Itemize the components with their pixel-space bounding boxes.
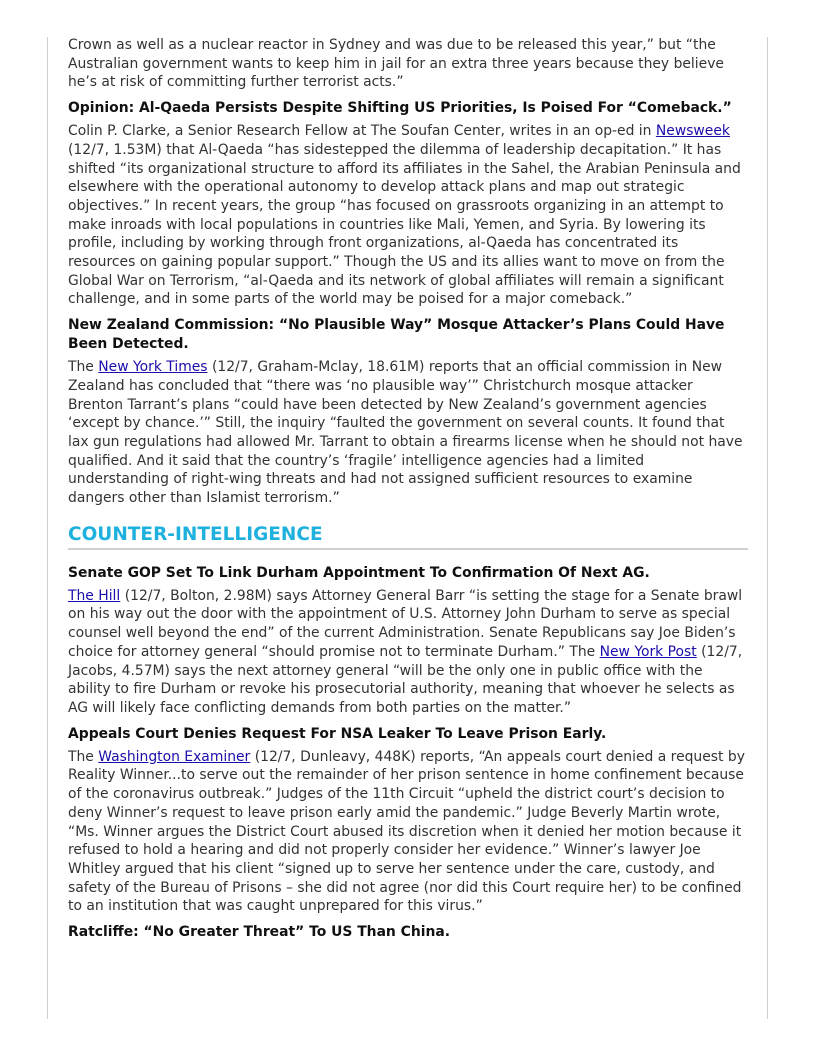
article-body: Colin P. Clarke, a Senior Research Fellow at The Soufan Center, writes in an op-ed in Newsweek (12/7, 1.53M) that Al-Qaeda “has sidestepped the dilemma of leadership decapitation.” It has shifted “its organizational structure to afford its affiliates in the Sahel, the Arabian Peninsula and elsewhere with the operational autonomy to develop attack plans and map out strategic objectives.” In recent years, the group “has focused on grassroots organizing in an attempt to make inroads with local populations in countries like Mali, Yemen, and Syria. By lowering its profile, including by working through front organizations, al-Qaeda has concentrated its resources on gaining popular support.” Though the US and its allies want to move on from the Global War on Terrorism, “al-Qaeda and its network of global affiliates will remain a significant challenge, and in some parts of the world may be poised for a major comeback.” [68, 123, 741, 308]
article-headline: Appeals Court Denies Request For NSA Leaker To Leave Prison Early. [68, 725, 607, 742]
source-link-newsweek[interactable]: Newsweek [655, 123, 730, 140]
source-link-the-hill[interactable]: The Hill [68, 587, 121, 604]
article-durham-appointment [68, 564, 748, 718]
source-link-new-york-post[interactable]: New York Post [599, 643, 697, 660]
article-body: The New York Times (12/7, Graham-Mclay, 18.61M) reports that an official commission in New Zealand has concluded that “there was ‘no plausible way’” Christchurch mosque attacker Brenton Tarrant’s plans “could have been detected by New Zealand’s government agencies ‘except by chance.’” Still, the inquiry “faulted the government on several counts. It found that lax gun regulations had allowed Mr. Tarrant to obtain a firearms license when he should not have qualified. And it said that the country’s ‘fragile’ intelligence agencies had a limited understanding of right-wing threats and had not assigned sufficient resources to examine dangers other than Islamist terrorism.” [68, 359, 743, 507]
article-continued-text: Crown as well as a nuclear reactor in Sydney and was due to be released this year,” but “the Australian government wants to keep him in jail for an extra three years because they believe he’s at risk of committing further terrorist acts.” [68, 37, 724, 91]
right-margin-rule [767, 37, 768, 1019]
article-new-zealand-commission [68, 316, 748, 508]
article-headline: Senate GOP Set To Link Durham Appointment To Confirmation Of Next AG. [68, 564, 650, 581]
section-header-counter-intelligence [68, 523, 748, 550]
left-margin-rule [47, 37, 48, 1019]
article-headline: Opinion: Al-Qaeda Persists Despite Shifting US Priorities, Is Poised For “Comeback.” [68, 100, 732, 117]
article-al-qaeda [68, 99, 748, 309]
article-body: The Washington Examiner (12/7, Dunleavy, 448K) reports, “An appeals court denied a request by Reality Winner...to serve out the remainder of her prison sentence in home confinement because of the coronavirus outbreak.” Judges of the 11th Circuit “upheld the district court’s decision to deny Winner’s request to leave prison early amid the pandemic.” Judge Beverly Martin wrote, “Ms. Winner argues the District Court abused its discretion when it denied her motion because it refused to hold a hearing and did not properly consider her evidence.” Winner’s lawyer Joe Whitley argued that his client “signed up to serve her sentence under the care, custody, and safety of the Bureau of Prisons – she did not agree (nor did this Court require her) to be confined to an institution that was caught unprepared for this virus.” [68, 748, 745, 915]
source-link-washington-examiner[interactable]: Washington Examiner [98, 748, 251, 765]
article-headline: Ratcliffe: “No Greater Threat” To US Than China. [68, 924, 451, 941]
article-headline: New Zealand Commission: “No Plausible Way” Mosque Attacker’s Plans Could Have Been Detected. [68, 317, 725, 353]
source-link-new-york-times[interactable]: New York Times [98, 359, 208, 376]
article-body: The Hill (12/7, Bolton, 2.98M) says Attorney General Barr “is setting the stage for a Senate brawl on his way out the door with the appointment of U.S. Attorney John Durham to serve as special counsel well beyond the end” of the current Administration. Senate Republicans say Joe Biden’s choice for attorney general “should promise not to terminate Durham.” The New York Post (12/7, Jacobs, 4.57M) says the next attorney general “will be the only one in public office with the ability to fire Durham or revoke his prosecutorial authority, meaning that whoever he selects as AG will likely face conflicting demands from both parties on the matter.” [68, 587, 743, 716]
article-nsa-leaker [68, 725, 748, 916]
article-ratcliffe-china [68, 923, 748, 942]
newsletter-page [68, 36, 748, 942]
section-title: COUNTER-INTELLIGENCE [68, 523, 323, 545]
